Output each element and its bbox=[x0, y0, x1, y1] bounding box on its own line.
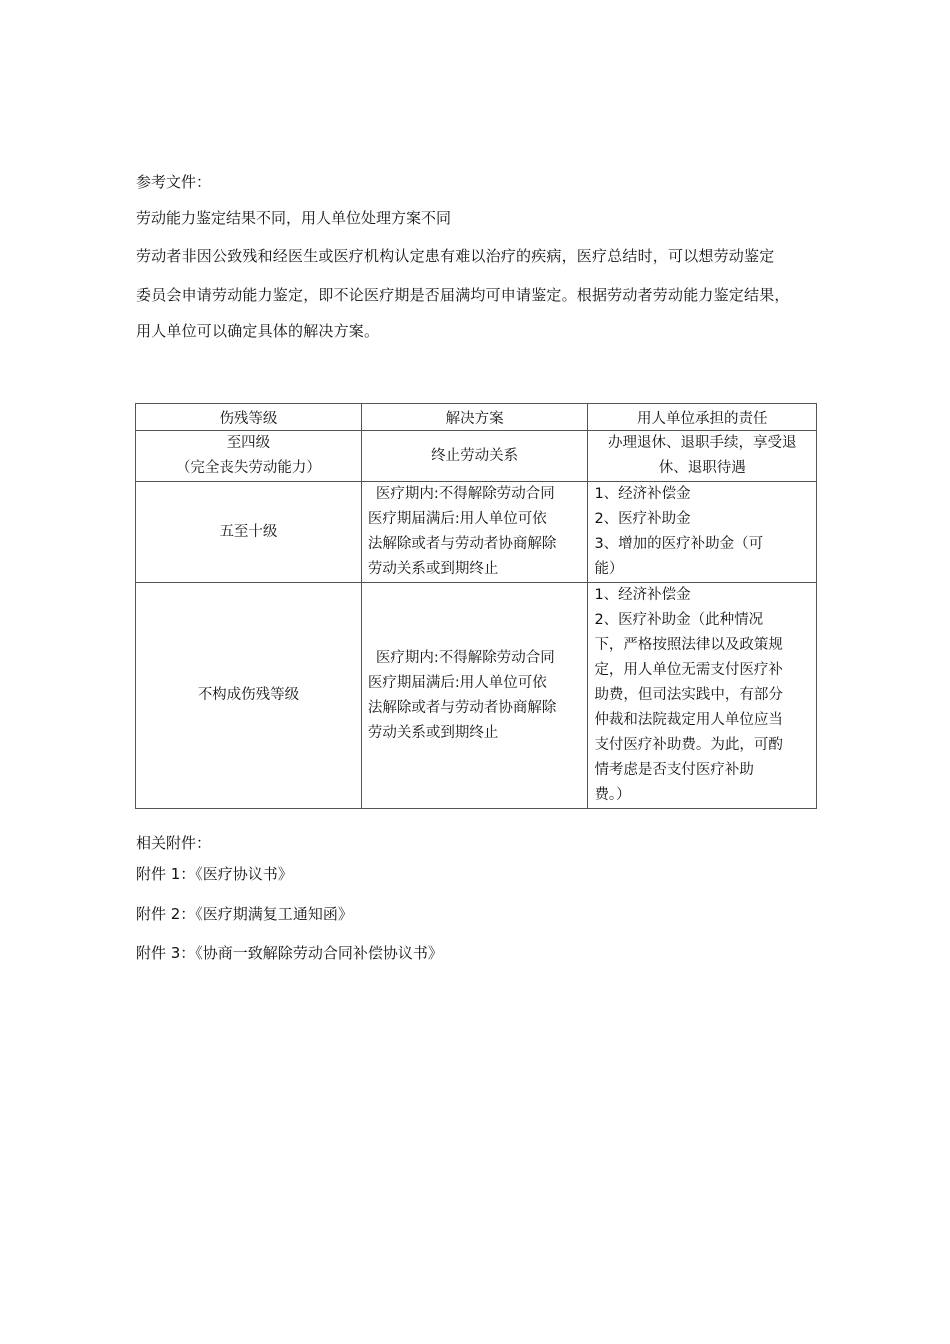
duty-line: 支付医疗补助费。为此，可酌 bbox=[594, 737, 783, 753]
table-row bbox=[136, 482, 817, 583]
solution-line: 劳动关系或到期终止 bbox=[367, 724, 499, 741]
duty-line: 下，严格按照法律以及政策规 bbox=[594, 637, 783, 653]
duty-line: 休、退职待遇 bbox=[658, 460, 746, 476]
solution-line: 医疗期届满后:用人单位可依 bbox=[367, 674, 547, 691]
grade-cell bbox=[136, 482, 362, 583]
header-duty: 用人单位承担的责任 bbox=[588, 404, 817, 431]
grade-line: 至四级 bbox=[226, 435, 271, 451]
solution-line: 法解除或者与劳动者协商解除 bbox=[367, 536, 557, 552]
attachments-heading: 相关附件： bbox=[136, 834, 212, 852]
body-line-3: 用人单位可以确定具体的解决方案。 bbox=[136, 322, 380, 340]
grade-cell bbox=[136, 583, 362, 809]
solution-cell bbox=[361, 583, 588, 809]
duty-line: 助费，但司法实践中，有部分 bbox=[594, 687, 783, 703]
duty-line: 定，用人单位无需支付医疗补 bbox=[594, 662, 783, 678]
duty-line: 仲裁和法院裁定用人单位应当 bbox=[594, 712, 783, 728]
duty-line: 能） bbox=[594, 561, 624, 577]
duty-line: 1、经济补偿金 bbox=[594, 486, 691, 502]
body-line-2: 委员会申请劳动能力鉴定，即不论医疗期是否届满均可申请鉴定。根据劳动者劳动能力鉴定结果， bbox=[136, 286, 790, 304]
grade-line: （完全丧失劳动能力） bbox=[175, 460, 321, 476]
duty-cell bbox=[588, 482, 817, 583]
header-solution: 解决方案 bbox=[361, 404, 588, 431]
reference-title: 劳动能力鉴定结果不同，用人单位处理方案不同 bbox=[136, 209, 452, 227]
duty-line: 2、医疗补助金 bbox=[594, 511, 691, 527]
duty-line: 办理退休、退职手续，享受退 bbox=[607, 435, 797, 451]
solution-line: 终止劳动关系 bbox=[431, 447, 519, 464]
grade-line: 五至十级 bbox=[219, 523, 278, 540]
duty-cell bbox=[588, 431, 817, 482]
solution-line: 法解除或者与劳动者协商解除 bbox=[367, 699, 557, 716]
duty-line: 费。） bbox=[594, 787, 631, 803]
table-row bbox=[136, 583, 817, 809]
table-row bbox=[136, 431, 817, 482]
header-grade: 伤残等级 bbox=[136, 404, 362, 431]
attachment-item-3: 附件 3：《协商一致解除劳动合同补偿协议书》 bbox=[136, 944, 443, 962]
solution-line: 医疗期届满后:用人单位可依 bbox=[367, 511, 547, 527]
grade-line: 不构成伤残等级 bbox=[197, 687, 300, 703]
attachment-item-2: 附件 2：《医疗期满复工通知函》 bbox=[136, 905, 353, 923]
table-header-row bbox=[136, 404, 817, 431]
duty-cell bbox=[588, 583, 817, 809]
attachment-item-1: 附件 1：《医疗协议书》 bbox=[136, 865, 293, 883]
solution-cell bbox=[361, 482, 588, 583]
duty-line: 2、医疗补助金（此种情况 bbox=[594, 612, 764, 628]
disability-table bbox=[135, 403, 817, 809]
reference-heading: 参考文件： bbox=[136, 173, 212, 191]
duty-line: 情考虑是否支付医疗补助 bbox=[594, 762, 754, 778]
solution-line: 医疗期内:不得解除劳动合同 bbox=[375, 649, 555, 666]
grade-cell bbox=[136, 431, 362, 482]
solution-cell bbox=[361, 431, 588, 482]
duty-line: 3、增加的医疗补助金（可 bbox=[594, 536, 764, 552]
solution-line: 医疗期内:不得解除劳动合同 bbox=[375, 486, 555, 502]
duty-line: 1、经济补偿金 bbox=[594, 587, 691, 603]
body-line-1: 劳动者非因公致残和经医生或医疗机构认定患有难以治疗的疾病，医疗总结时，可以想劳动鉴定 bbox=[136, 247, 775, 265]
solution-line: 劳动关系或到期终止 bbox=[367, 561, 499, 577]
